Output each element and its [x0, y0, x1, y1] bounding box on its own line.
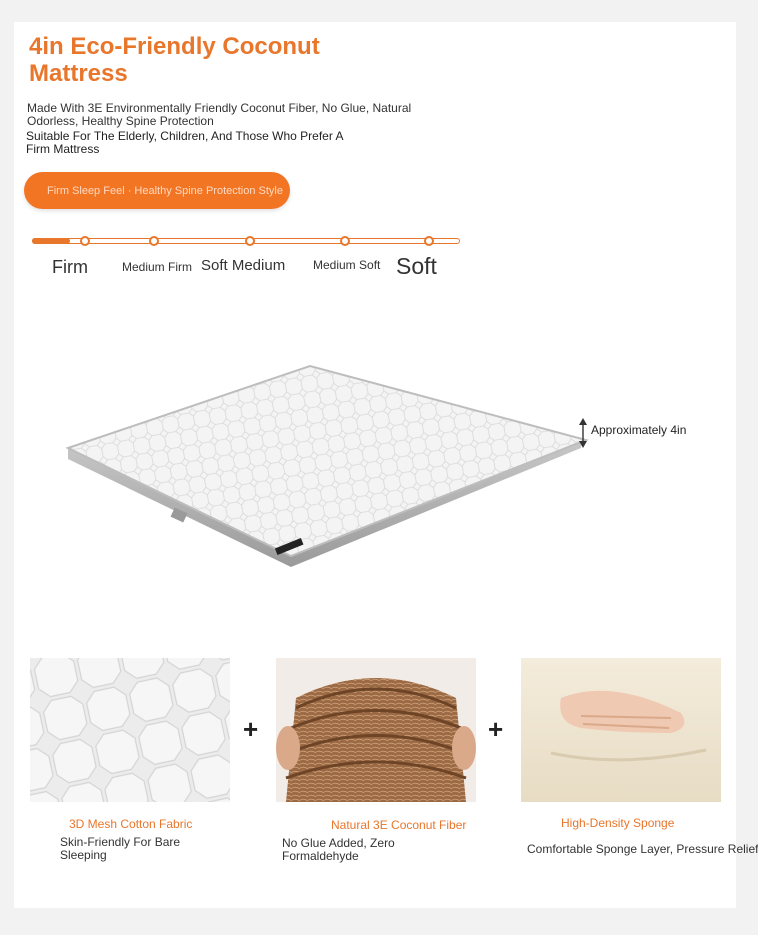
firmness-fill — [32, 238, 70, 244]
firmness-scale — [32, 233, 460, 249]
quilted-fabric-image — [30, 658, 230, 802]
thickness-label: Approximately 4in — [591, 423, 687, 437]
firmness-label-medium-soft: Medium Soft — [313, 258, 381, 272]
firmness-label-medium-firm: Medium Firm — [122, 260, 193, 274]
firmness-dot-firm — [80, 236, 90, 246]
feature-title: Natural 3E Coconut Fiber — [331, 818, 467, 832]
feature-title: 3D Mesh Cotton Fabric — [69, 817, 193, 831]
feature-description: No Glue Added, Zero Formaldehyde — [282, 836, 395, 863]
feature-description: Skin-Friendly For Bare Sleeping — [60, 835, 181, 862]
firmness-label-soft: Soft — [396, 253, 437, 279]
feature-title: High-Density Sponge — [561, 816, 675, 830]
plus-sign: + — [243, 714, 259, 744]
firmness-dot-soft — [424, 236, 434, 246]
product-suitability: Suitable For The Elderly, Children, And Those Who Prefer A Firm Mattress — [26, 129, 343, 156]
sponge-hand-image — [521, 658, 721, 802]
firmness-dot-medium-firm — [149, 236, 159, 246]
plus-sign: + — [488, 714, 504, 744]
mattress-image — [50, 340, 580, 570]
feature-description: Comfortable Sponge Layer, Pressure Relief — [527, 842, 758, 856]
thickness-arrow-icon — [578, 418, 588, 448]
product-description: Made With 3E Environmentally Friendly Coconut Fiber, No Glue, Natural Odorless, Healthy Spine Protection — [27, 101, 412, 128]
tagline-text: Firm Sleep Feel · Healthy Spine Protection Style — [47, 185, 283, 197]
firmness-dot-medium-soft — [340, 236, 350, 246]
coconut-fiber-image — [276, 658, 476, 802]
product-title: 4in Eco-Friendly Coconut Mattress — [29, 33, 320, 87]
firmness-label-firm: Firm — [52, 257, 88, 277]
firmness-dot-soft-medium — [245, 236, 255, 246]
firmness-label-soft-medium: Soft Medium — [201, 257, 286, 274]
